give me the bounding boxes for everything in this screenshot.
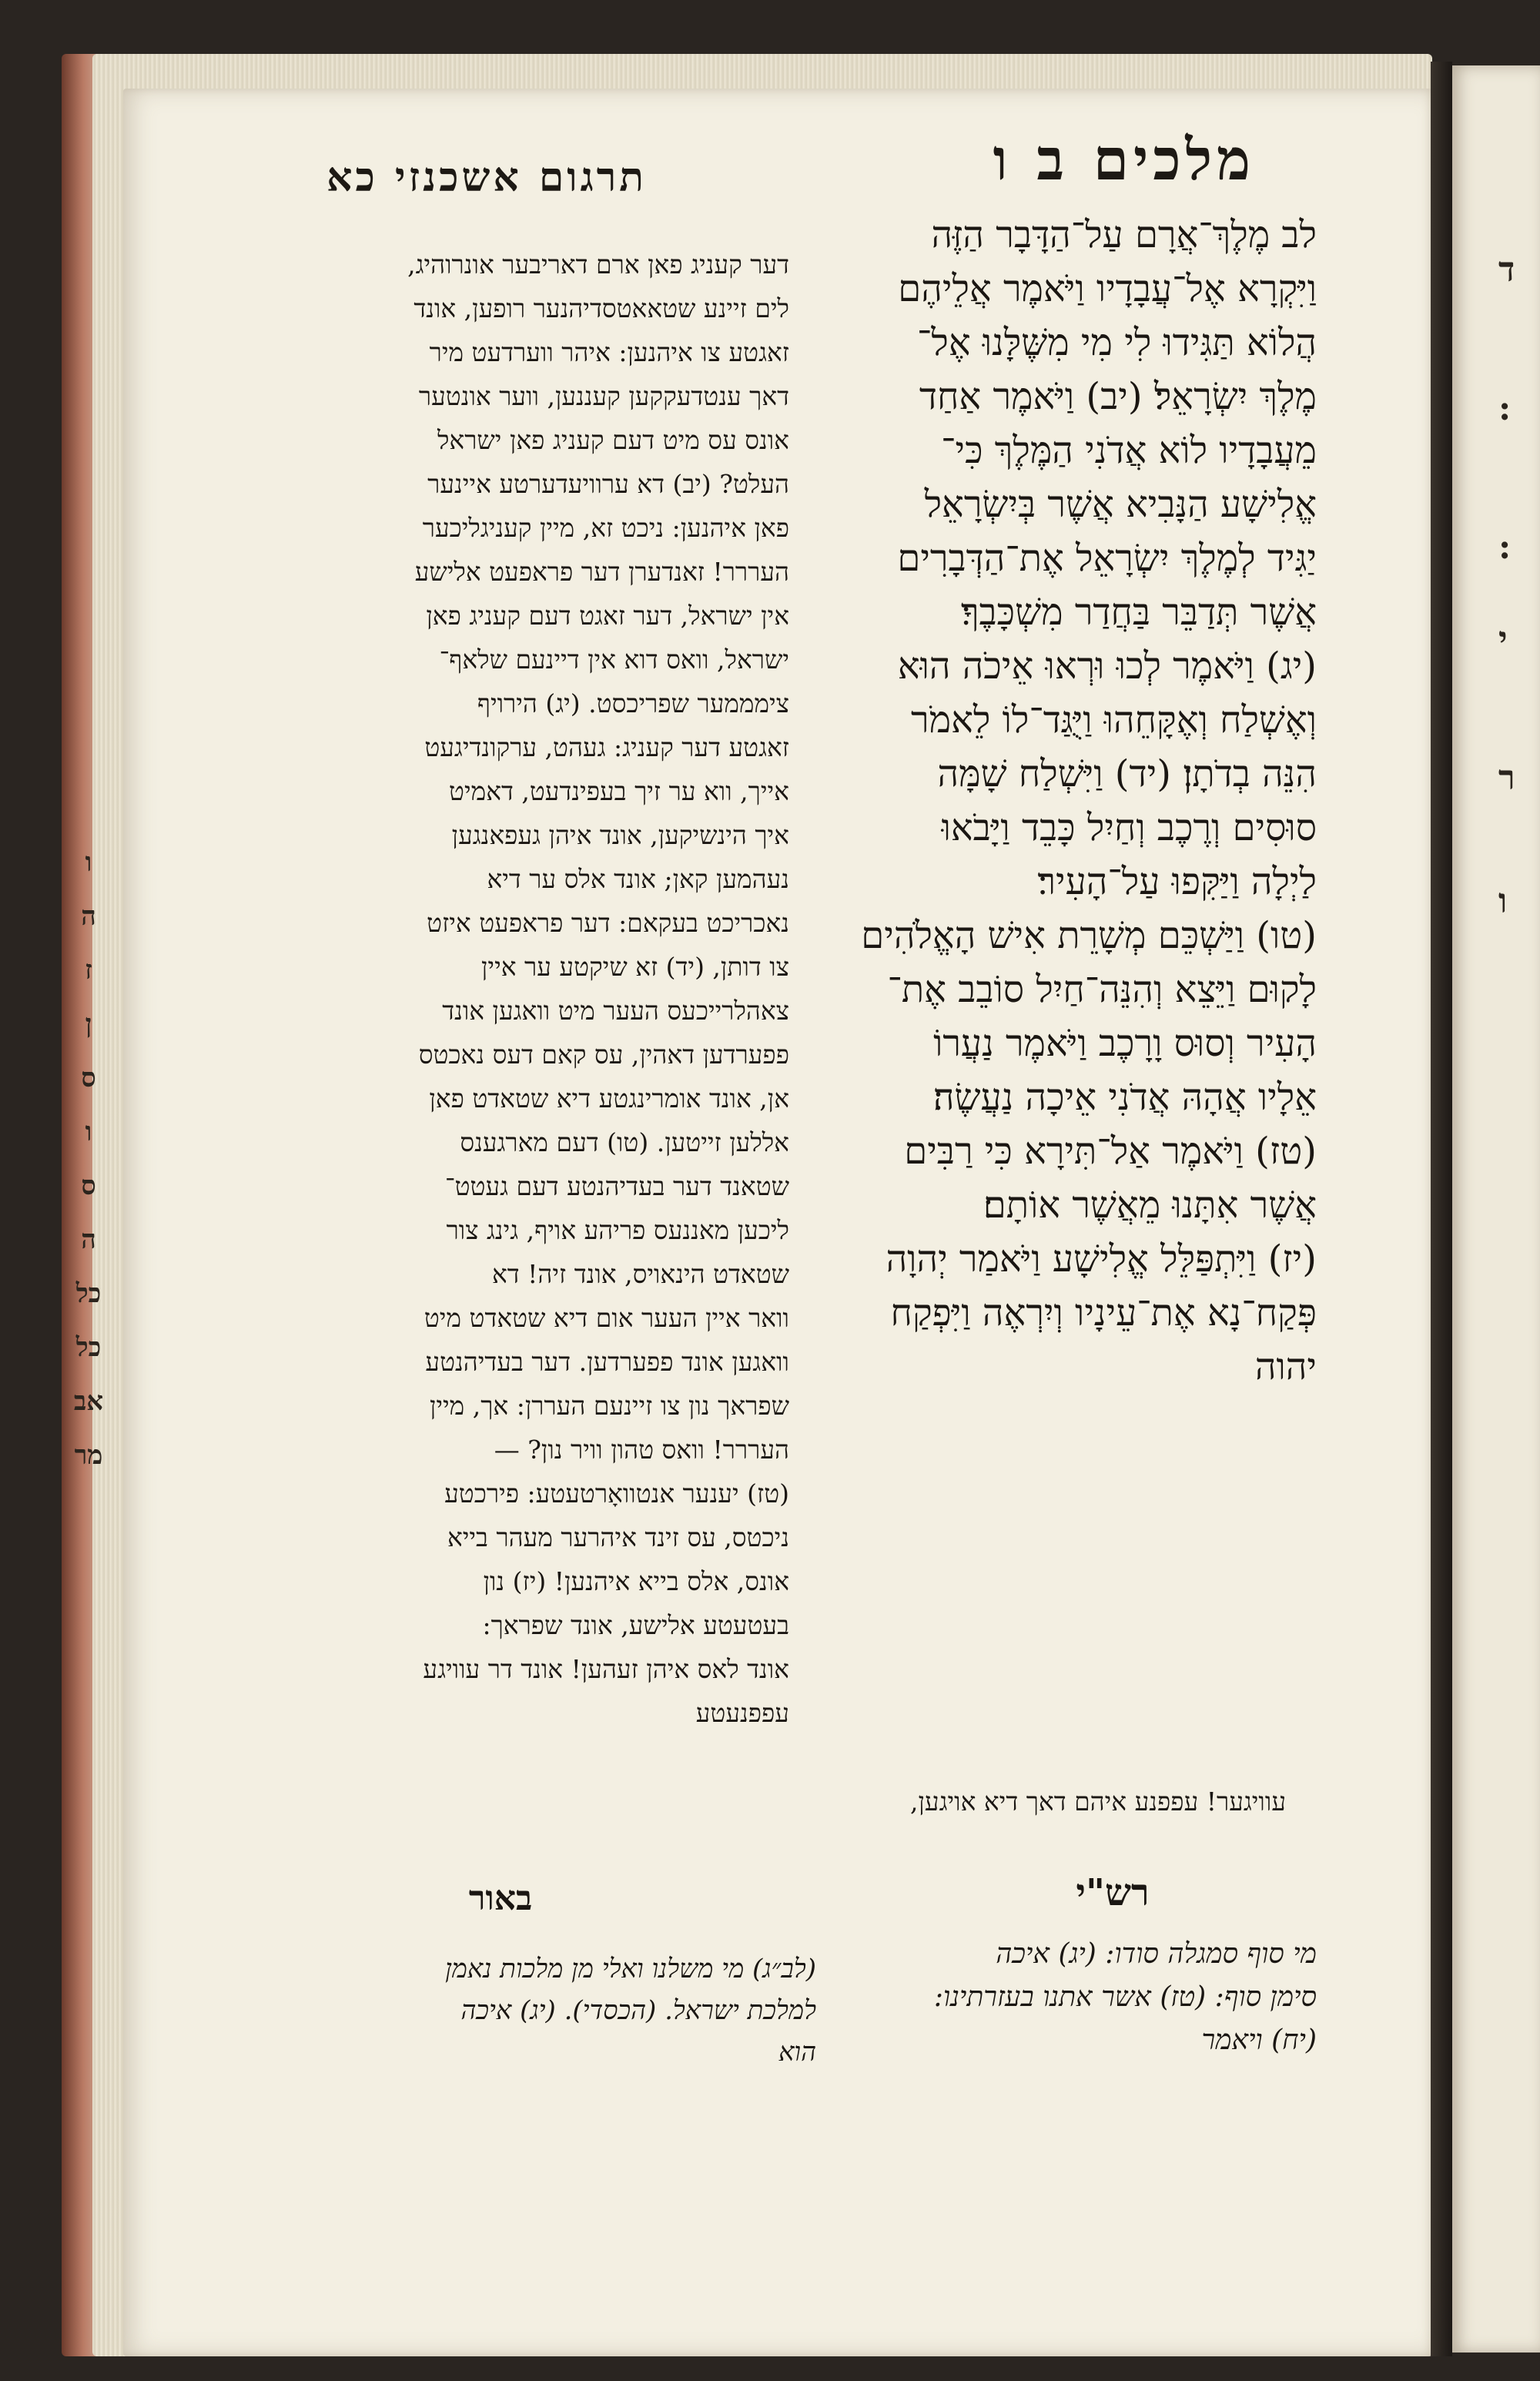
yiddish-line: ניכטס, עס זינד איהרער מעהר בייא: [447, 1522, 789, 1552]
yiddish-line: אן, אונד אומרינגטע דיא שטאדט פאן: [429, 1083, 789, 1113]
yiddish-line: אונס, אלס בייא איהנען! (יז) נון: [483, 1566, 789, 1596]
next-page-fragment: :: [1498, 389, 1512, 428]
yiddish-line: צימממער שפריכסט. (יג) הירויף: [477, 688, 789, 718]
hebrew-line: מֵעֲבָדָיו לוֹא אֲדֹנִי הַמֶּלֶךְ כִּי־: [941, 429, 1317, 472]
yiddish-line: (טז) יענער אנטוואָרטעטע: פירכטע: [444, 1478, 789, 1509]
previous-page-fragment: ן: [85, 1009, 92, 1040]
next-page-fragment: :: [1498, 527, 1512, 567]
next-page-fragment: י: [1498, 620, 1508, 659]
hebrew-line: פְּקַח־נָא אֶת־עֵינָיו וְיִרְאֶה וַיִּפְקַח: [890, 1291, 1317, 1334]
yiddish-line: איך הינשיקען, אונד איהן געפאנגען: [451, 820, 789, 850]
hebrew-text-column: [824, 208, 1317, 1394]
hebrew-line: אֵלָיו אֲהָהּ אֲדֹנִי אֵיכָה נַעֲשֶׂה׃: [932, 1076, 1317, 1119]
yiddish-line: העררר! וואס טהון וויר נון? —: [494, 1435, 789, 1465]
biur-commentary: [231, 1948, 816, 2073]
hebrew-line: לָקוּם וַיֵּצֵא וְהִנֵּה־חַיִל סוֹבֵב אֶת־: [887, 968, 1317, 1011]
hebrew-line: אֱלִישָׁע הַנָּבִיא אֲשֶׁר בְּיִשְׂרָאֵל: [924, 483, 1317, 526]
hebrew-line: הָעִיר וְסוּס וָרָכֶב וַיֹּאמֶר נַעֲרוֹ: [933, 1022, 1317, 1065]
hebrew-line: סוּסִים וְרֶכֶב וְחַיִל כָּבֵד וַיָּבֹאוּ: [941, 806, 1317, 849]
hebrew-line: הִנֵּה בְדֹתָן׃ (יד) וַיִּשְׁלַח שָׁמָּה: [937, 752, 1317, 795]
hebrew-line: לב מֶלֶךְ־אֲרָם עַל־הַדָּבָר הַזֶּה: [931, 213, 1317, 256]
previous-page-fragment: ו: [85, 1117, 92, 1147]
yiddish-line: אין ישראל, דער זאגט דעם קעניג פאן: [426, 601, 789, 631]
previous-page-fragment: כל: [75, 1332, 102, 1363]
running-header-book: מלכים ב ו: [993, 127, 1255, 193]
biur-line: הוא: [778, 2037, 816, 2068]
next-page-fragment: ר: [1498, 759, 1515, 798]
yiddish-line: אונס עס מיט דעם קעניג פאן ישראל: [437, 425, 789, 455]
rashi-line: (יח) ויאמר: [1201, 2024, 1317, 2056]
hebrew-line: (טז) וַיֹּאמֶר אַל־תִּירָא כִּי רַבִּים: [904, 1130, 1317, 1173]
hebrew-line: לַיְלָה וַיַּקִּפוּ עַל־הָעִיר׃: [1037, 860, 1317, 903]
biur-line: (לב״ג) מי משלנו ואלי מן מלכות נאמן: [445, 1954, 816, 1984]
yiddish-line: פפערדען דאהין, עס קאם דעס נאכטס: [418, 1040, 789, 1070]
previous-page-fragment: ה: [81, 1224, 96, 1255]
yiddish-line: בעטעטע אלישע, אונד שפראך:: [482, 1610, 789, 1640]
hebrew-line: אֲשֶׁר אִתָּנוּ מֵאֲשֶׁר אוֹתָם׃: [983, 1184, 1317, 1227]
yiddish-line: צו דותן, (יד) זא שיקטע ער איין: [481, 952, 789, 982]
yiddish-line: נעהמען קאן; אונד אלס ער דיא: [487, 864, 789, 894]
previous-page-fragment: ס: [81, 1063, 96, 1093]
hebrew-line: וַיִּקְרָא אֶל־עֲבָדָיו וַיֹּאמֶר אֲלֵיהֶם: [898, 267, 1317, 310]
yiddish-line: זאגטע צו איהנען: איהר ווערדעט מיר: [429, 337, 789, 367]
hebrew-line: יַגִּיד לְמֶלֶךְ יִשְׂרָאֵל אֶת־הַדְּבָרִים: [897, 537, 1317, 580]
yiddish-translation-column: [204, 243, 789, 1735]
yiddish-line: וואר איין העער אום דיא שטאדט מיט: [424, 1303, 789, 1333]
yiddish-line: העלט? (יב) דא ערוויעדערטע איינער: [427, 469, 789, 499]
previous-page-fragment: מר: [74, 1440, 103, 1471]
rashi-line: מי סוף סמגלה סודו: (יג) איכה: [996, 1938, 1317, 1970]
yiddish-line: זאגטע דער קעניג: געהט, ערקונדיגעט: [424, 732, 789, 762]
previous-page-fragment: כל: [75, 1278, 102, 1309]
yiddish-line: פאן איהנען: ניכט זא, מיין קעניגליכער: [422, 513, 789, 543]
hebrew-line: (טו) וַיַּשְׁכֵּם מְשָׁרֵת אִישׁ הָאֱלֹהִים: [861, 914, 1317, 957]
yiddish-line: אייך, ווא ער זיך בעפינדעט, דאמיט: [449, 776, 789, 806]
hebrew-line: אֲשֶׁר תְּדַבֵּר בַּחֲדַר מִשְׁכָּבֶךָ׃: [960, 591, 1317, 634]
yiddish-line: לים זיינע שטאאטסדיהנער רופען, אונד: [413, 293, 789, 323]
hebrew-line: מֶלֶךְ יִשְׂרָאֵל׃ (יב) וַיֹּאמֶר אַחַד: [919, 375, 1317, 418]
yiddish-line: וואגען אונד פפערדען. דער בעדיהנטע: [425, 1347, 789, 1377]
previous-page-fragment: אב: [73, 1386, 104, 1417]
yiddish-line: אונד לאס איהן זעהען! אונד דר עוויגע: [423, 1654, 789, 1684]
book-gutter: [1431, 62, 1452, 2356]
yiddish-line: שטאדט הינאויס, אונד זיה! דא: [491, 1259, 789, 1289]
rashi-line: סימן סוף: (טז) אשר אתנו בעזרתינו:: [933, 1981, 1317, 2013]
yiddish-line: נאכריכט בעקאם: דער פראפעט איזט: [427, 908, 789, 938]
yiddish-line: שפראך נון צו זיינעם העררן: אך, מיין: [429, 1391, 789, 1421]
biur-line: למלכת ישראל. (הכסדי). (יג) איכה: [460, 1995, 816, 2026]
yiddish-line: העררר! זאנדערן דער פראפעט אלישע: [414, 557, 789, 587]
yiddish-line: דאך ענטדעקקען קעננען, ווער אונטער: [418, 381, 789, 411]
yiddish-line: צאהלרייכעס העער מיט וואגען אונד: [442, 996, 789, 1026]
running-header-translation: תרגום אשכנזי כא: [326, 154, 647, 201]
yiddish-line: שטאנד דער בעדיהנטע דעם געטט־: [444, 1171, 789, 1201]
yiddish-line: דער קעניג פאן ארם דאריבער אונרוהיג,: [407, 249, 789, 280]
yiddish-line: ישראל, וואס דוא אין דיינעם שלאף־: [439, 645, 789, 675]
hebrew-line: (יג) וַיֹּאמֶר לְכוּ וּרְאוּ אֵיכֹה הוּא: [897, 645, 1317, 688]
previous-page-fragment: ו: [85, 847, 92, 878]
hebrew-line: הֲלוֹא תַּגִּידוּ לִי מִי מִשֶּׁלָּנוּ אֶל־: [917, 321, 1317, 364]
biur-heading: באור: [468, 1879, 533, 1918]
previous-page-fragment: ס: [81, 1170, 96, 1201]
translation-carryover-line: עוויגער! עפפנע איהם דאך דיא אויגען,: [910, 1787, 1286, 1817]
hebrew-line: (יז) וַיִּתְפַּלֵּל אֱלִישָׁע וַיֹּאמַר יְהוָה: [886, 1237, 1317, 1281]
previous-page-fragment: ה: [81, 901, 96, 932]
yiddish-line: ליכען מאננעס פריהע אויף, גינג צור: [446, 1215, 789, 1245]
next-page-edge: [1452, 65, 1540, 2353]
previous-page-fragment: ז: [85, 955, 92, 986]
next-page-fragment: ד: [1498, 250, 1515, 290]
yiddish-line: אללען זייטען. (טו) דעם מארגענס: [460, 1127, 789, 1157]
next-page-fragment: ו: [1498, 882, 1508, 921]
hebrew-line: וְאֶשְׁלַח וְאֶקָּחֵהוּ וַיֻּגַּד־לוֹ לֵאמֹר: [911, 698, 1317, 742]
hebrew-line: יהוה: [1254, 1345, 1317, 1388]
rashi-commentary: [839, 1933, 1317, 2062]
yiddish-line: עפפנעטע: [695, 1698, 789, 1728]
rashi-heading: רש"י: [1076, 1871, 1150, 1914]
previous-page-margin: [62, 847, 116, 2349]
